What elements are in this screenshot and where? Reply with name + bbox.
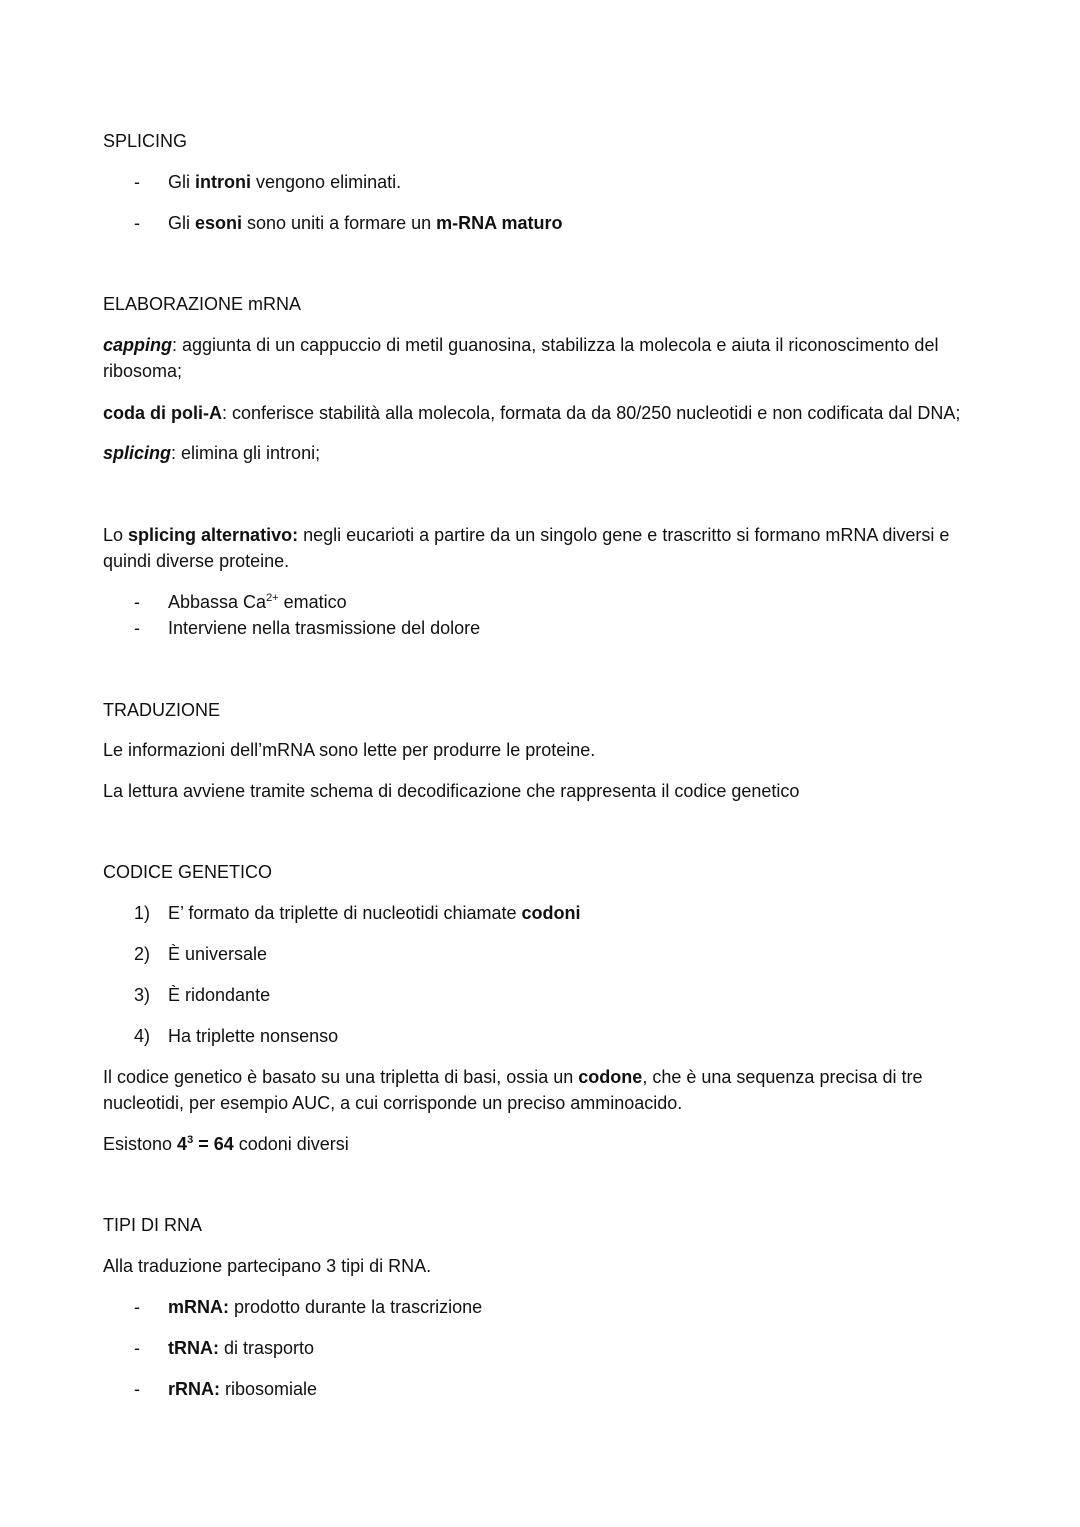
heading-traduzione: TRADUZIONE bbox=[103, 700, 220, 720]
bullet-dash: - bbox=[134, 1297, 140, 1317]
paragraph-codone: Il codice genetico è basato su una tripletta di basi, ossia un codone, che è una sequenza precisa di tre nucleotidi, per esempio AUC, a cui corrisponde un preciso amminoacido. bbox=[103, 1067, 923, 1113]
list-number: 2) bbox=[134, 944, 151, 964]
list-item: E’ formato da triplette di nucleotidi chiamate codoni bbox=[168, 903, 581, 923]
list-item: Ha triplette nonsenso bbox=[168, 1026, 339, 1046]
paragraph-capping: capping: aggiunta di un cappuccio di metil guanosina, stabilizza la molecola e aiuta il riconoscimento del ribosoma; bbox=[103, 335, 939, 381]
bullet-dash: - bbox=[134, 1379, 140, 1399]
bullet-dash: - bbox=[134, 1338, 140, 1358]
list-item: Abbassa $Ca^{2+}$ ematico bbox=[168, 592, 347, 612]
bullet-dash: - bbox=[134, 213, 140, 233]
paragraph-splicing: splicing: elimina gli introni; bbox=[103, 443, 321, 463]
list-item: Gli esoni sono uniti a formare un m-RNA maturo bbox=[168, 213, 563, 233]
heading-tipi-rna: TIPI DI RNA bbox=[103, 1215, 203, 1235]
list-item: tRNA: di trasporto bbox=[168, 1338, 315, 1358]
list-item: Interviene nella trasmissione del dolore bbox=[168, 618, 481, 638]
bullet-dash: - bbox=[134, 618, 140, 638]
list-item: Gli introni vengono eliminati. bbox=[168, 172, 402, 192]
heading-splicing: SPLICING bbox=[103, 131, 188, 151]
paragraph-traduzione-2: La lettura avviene tramite schema di decodificazione che rappresenta il codice genetico bbox=[103, 781, 800, 801]
paragraph-traduzione-1: Le informazioni dell’mRNA sono lette per produrre le proteine. bbox=[103, 740, 596, 760]
list-item: È ridondante bbox=[168, 985, 271, 1005]
paragraph-splicing-alternativo: Lo splicing alternativo: negli eucarioti a partire da un singolo gene e trascritto si formano mRNA diversi e quindi diverse proteine. bbox=[103, 525, 950, 571]
heading-codice-genetico: CODICE GENETICO bbox=[103, 862, 273, 882]
bullet-dash: - bbox=[134, 592, 140, 612]
paragraph-codoni-count: Esistono $4^3 = 64$ codoni diversi bbox=[103, 1134, 349, 1154]
list-item: rRNA: ribosomiale bbox=[168, 1379, 318, 1399]
list-number: 1) bbox=[134, 903, 151, 923]
paragraph-tipi-intro: Alla traduzione partecipano 3 tipi di RNA. bbox=[103, 1256, 432, 1276]
list-item: mRNA: prodotto durante la trascrizione bbox=[168, 1297, 483, 1317]
paragraph-coda: coda di poli-A: conferisce stabilità alla molecola, formata da da 80/250 nucleotidi e non codificata dal DNA; bbox=[103, 403, 961, 423]
list-number: 3) bbox=[134, 985, 151, 1005]
list-number: 4) bbox=[134, 1026, 151, 1046]
bullet-dash: - bbox=[134, 172, 140, 192]
heading-elaborazione: ELABORAZIONE mRNA bbox=[103, 294, 302, 314]
list-item: È universale bbox=[168, 944, 268, 964]
